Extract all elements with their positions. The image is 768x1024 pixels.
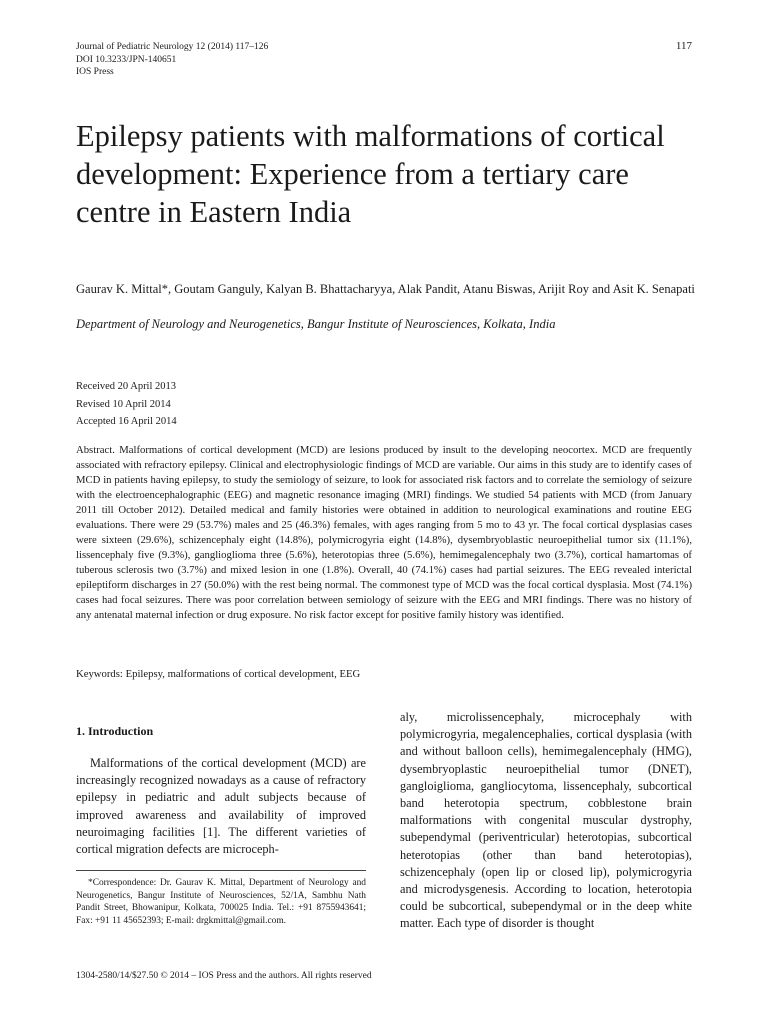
publisher: IOS Press xyxy=(76,67,114,77)
left-column xyxy=(76,724,366,858)
introduction-paragraph: Malformations of the cortical development (MCD) are increasingly recognized nowadays as a cause of refractory epilepsy in pediatric and adult subjects because of improved awareness and availability of improved neuroimaging facilities [1]. The different varieties of cortical migration defects are microceph- xyxy=(76,756,366,857)
page-number: 117 xyxy=(675,40,692,52)
accepted-date: Accepted 16 April 2014 xyxy=(76,416,177,427)
received-date: Received 20 April 2013 xyxy=(76,381,177,392)
article-history xyxy=(76,378,177,431)
abstract: Abstract. Malformations of cortical development (MCD) are lesions produced by insult to the developing neocortex. MCD are frequently associated with refractory epilepsy. Clinical and electrophysiologic findings of MCD are variable. Our aims in this study are to identify cases of MCD in patients having epilepsy, to study the semiology of seizure, to look for associated risk factors and to correlate the semiology of seizure with the electroencephalographic (EEG) and magnetic resonance imaging (MRI) findings. We studied 54 patients with MCD (from January 2011 till October 2012). Detailed medical and family histories were obtained in addition to neurological examinations and routine EEG evaluations. There were 29 (53.7%) males and 25 (46.3%) females, with ages ranging from 5 mo to 43 yr. The focal cortical dysplasias cases were sixteen (29.6%), schizencephaly eight (14.8%), polymicrogyria eight (14.8%), dysembryoblastic neuroepithelial tumor six (11.1%), lissencephaly five (9.3%), ganglioglioma three (5.6%), heterotopias three (5.6%), hemimegalencephaly two (3.7%), cortical hamartomas of tuberous sclerosis two (3.7%) and mixed lesion in one (1.8%). Overall, 40 (74.1%) cases had partial seizures. The EEG revealed interictal epileptiform discharges in 27 (50.0%) with the rest being normal. The commonest type of MCD was the focal cortical dysplasia. Most (74.1%) cases had focal seizures. There was poor correlation between semiology of seizure with the EEG and MRI findings. There was no history of any antenatal maternal infection or drug exposure. No risk factor except for positive family history was identified. xyxy=(76,444,692,621)
right-column xyxy=(400,709,692,933)
keywords: Keywords: Epilepsy, malformations of cortical development, EEG xyxy=(76,668,361,680)
section-heading-introduction: 1. Introduction xyxy=(76,724,154,738)
article-title: Epilepsy patients with malformations of cortical development: Experience from a tertiary care centre in Eastern India xyxy=(76,119,665,229)
correspondence-footnote: *Correspondence: Dr. Gaurav K. Mittal, Department of Neurology and Neurogenetics, Bangur Institute of Neurosciences, 52/1A, Sambhu Nath Pandit Street, Bhowanipur, Kolkata, 700025 India. Tel.: +91 8755943641; Fax: +91 11 45652393; E-mail: drgkmittal@gmail.com. xyxy=(76,870,366,927)
journal-header xyxy=(76,41,268,79)
author-list: Gaurav K. Mittal*, Goutam Ganguly, Kalyan B. Bhattacharyya, Alak Pandit, Atanu Biswas, Arijit Roy and Asit K. Senapati xyxy=(76,282,695,296)
introduction-paragraph-continued: aly, microlissencephaly, microcephaly with polymicrogyria, megalencephalies, cortical dysplasia (with and without balloon cells), hemimegalencephaly (HMG), dysembryoplastic neuroepithelial tumor (DNET), gangloiglioma, gangliocytoma, lissencephaly, subcortical band heterotopia spectrum, cobblestone brain malformations with congenital muscular dystrophy, subependymal (periventricular) heterotopias, subcortical heterotopias (other than band heterotopias), schizencephaly (open lip or closed lip), polymicrogyria and microdysgenesis. According to location, heterotopia could be subcortical, subependymal or in the deep white matter. Each type of disorder is thought xyxy=(400,710,692,931)
copyright-line: 1304-2580/14/$27.50 © 2014 – IOS Press and the authors. All rights reserved xyxy=(76,971,372,981)
revised-date: Revised 10 April 2014 xyxy=(76,398,171,410)
doi: DOI 10.3233/JPN-140651 xyxy=(76,54,177,65)
journal-citation: Journal of Pediatric Neurology 12 (2014) 117–126 xyxy=(76,42,269,52)
affiliation: Department of Neurology and Neurogenetics, Bangur Institute of Neurosciences, Kolkata, India xyxy=(76,317,556,331)
